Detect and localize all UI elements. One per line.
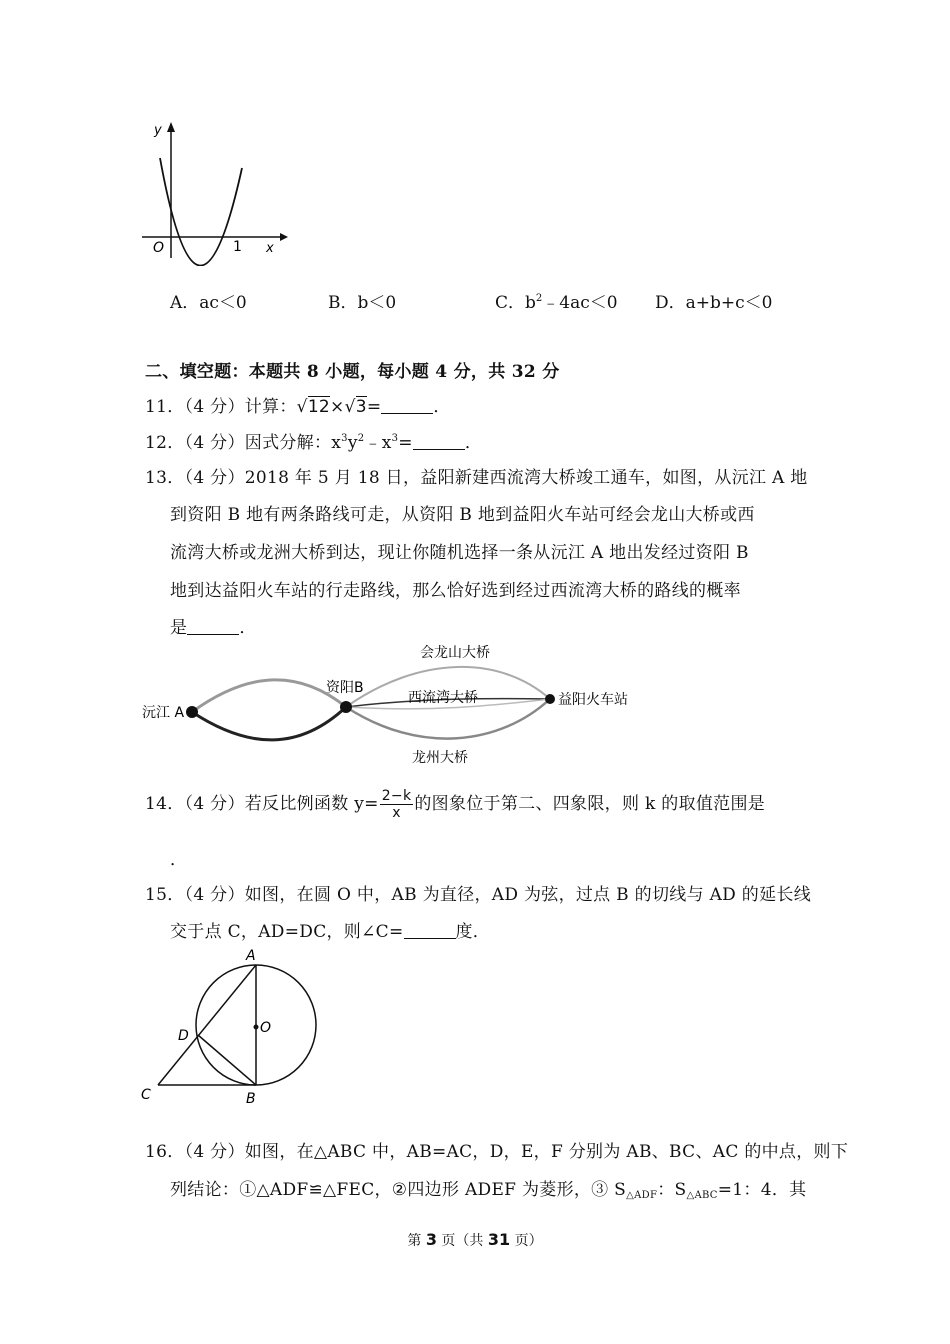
choice-a: A．ac＜0 (170, 293, 247, 313)
point-station (545, 694, 555, 704)
question-16-line1: 16．（4 分）如图，在△ABC 中，AB=AC，D，E，F 分别为 AB、BC、AC 的中点，则下 (145, 1142, 849, 1162)
circle-figure (136, 945, 326, 1110)
label-b: B (246, 1091, 256, 1107)
question-14: 14．（4 分）若反比例函数 y= $\frac{2-k}{x}$ 的图象位于第二、四象限，则 k 的取值范围是 (145, 788, 766, 821)
route-a-b-lower (192, 707, 346, 740)
center-point (254, 1025, 259, 1030)
label-o: O (260, 1020, 272, 1036)
choice-d: D．a+b+c＜0 (655, 293, 773, 313)
label-a: A (246, 948, 256, 964)
parabola-graph (140, 118, 290, 266)
label-longzhou: 龙州大桥 (412, 750, 468, 766)
x-axis-arrow (280, 233, 288, 241)
question-11: 11．（4 分）计算：√12×√3= ． (145, 397, 451, 417)
point-b (340, 701, 352, 713)
page-footer: 第 3 页（共 31 页） (407, 1230, 543, 1249)
label-c: C (141, 1087, 151, 1103)
answer-blank[interactable] (413, 433, 465, 450)
question-13-line4: 地到达益阳火车站的行走路线，那么恰好选到经过西流湾大桥的路线的概率 (170, 581, 741, 601)
label-a: 沅江 A (142, 705, 185, 721)
section-title: 二、填空题：本题共 8 小题，每小题 4 分，共 32 分 (145, 362, 560, 382)
label-b: 资阳B (326, 680, 364, 696)
answer-blank[interactable] (187, 618, 239, 635)
question-16-line2: 列结论：①△ADF≌△FEC，②四边形 ADEF 为菱形，③ $S_{\triangle ADF}$：$S_{\triangle ABC}=1$：4．其 (170, 1180, 807, 1201)
y-axis-label: y (154, 123, 162, 138)
question-13-line1: 13．（4 分）2018 年 5 月 18 日，益阳新建西流湾大桥竣工通车，如图，从沅江 A 地 (145, 468, 808, 488)
label-huilongshan: 会龙山大桥 (420, 645, 490, 661)
x-axis-label: x (266, 241, 274, 256)
point-a (186, 706, 198, 718)
question-13-line2: 到资阳 B 地有两条路线可走，从资阳 B 地到益阳火车站可经会龙山大桥或西 (170, 505, 755, 525)
label-d: D (178, 1028, 189, 1044)
choice-b: B．b＜0 (328, 293, 397, 313)
route-diagram (140, 640, 640, 770)
question-14-line2: ． (170, 850, 188, 870)
question-12: 12．（4 分）因式分解：$x^3y^2﹣x^3=$ ． (145, 433, 483, 453)
answer-blank[interactable] (404, 922, 456, 939)
fraction: $\frac{2-k}{x}$ (381, 788, 412, 821)
parabola-curve (160, 158, 242, 266)
route-a-b-upper (192, 680, 346, 712)
tick-label-1: 1 (233, 239, 242, 255)
label-xiliuwan: 西流湾大桥 (408, 690, 478, 706)
choice-c: C．$b^2﹣4ac<0$ (495, 293, 618, 313)
origin-label: O (153, 240, 165, 256)
question-13-line5: 是 ． (170, 618, 257, 638)
answer-blank[interactable] (381, 397, 433, 414)
label-station: 益阳火车站 (558, 692, 628, 708)
y-axis-arrow (167, 122, 175, 132)
question-13-line3: 流湾大桥或龙洲大桥到达，现让你随机选择一条从沅江 A 地出发经过资阳 B (170, 543, 749, 563)
question-15-line1: 15．（4 分）如图，在圆 O 中，AB 为直径，AD 为弦，过点 B 的切线与 AD 的延长线 (145, 885, 811, 905)
line-ac (158, 965, 256, 1085)
question-15-line2: 交于点 C，AD=DC，则∠C= 度． (170, 922, 491, 942)
